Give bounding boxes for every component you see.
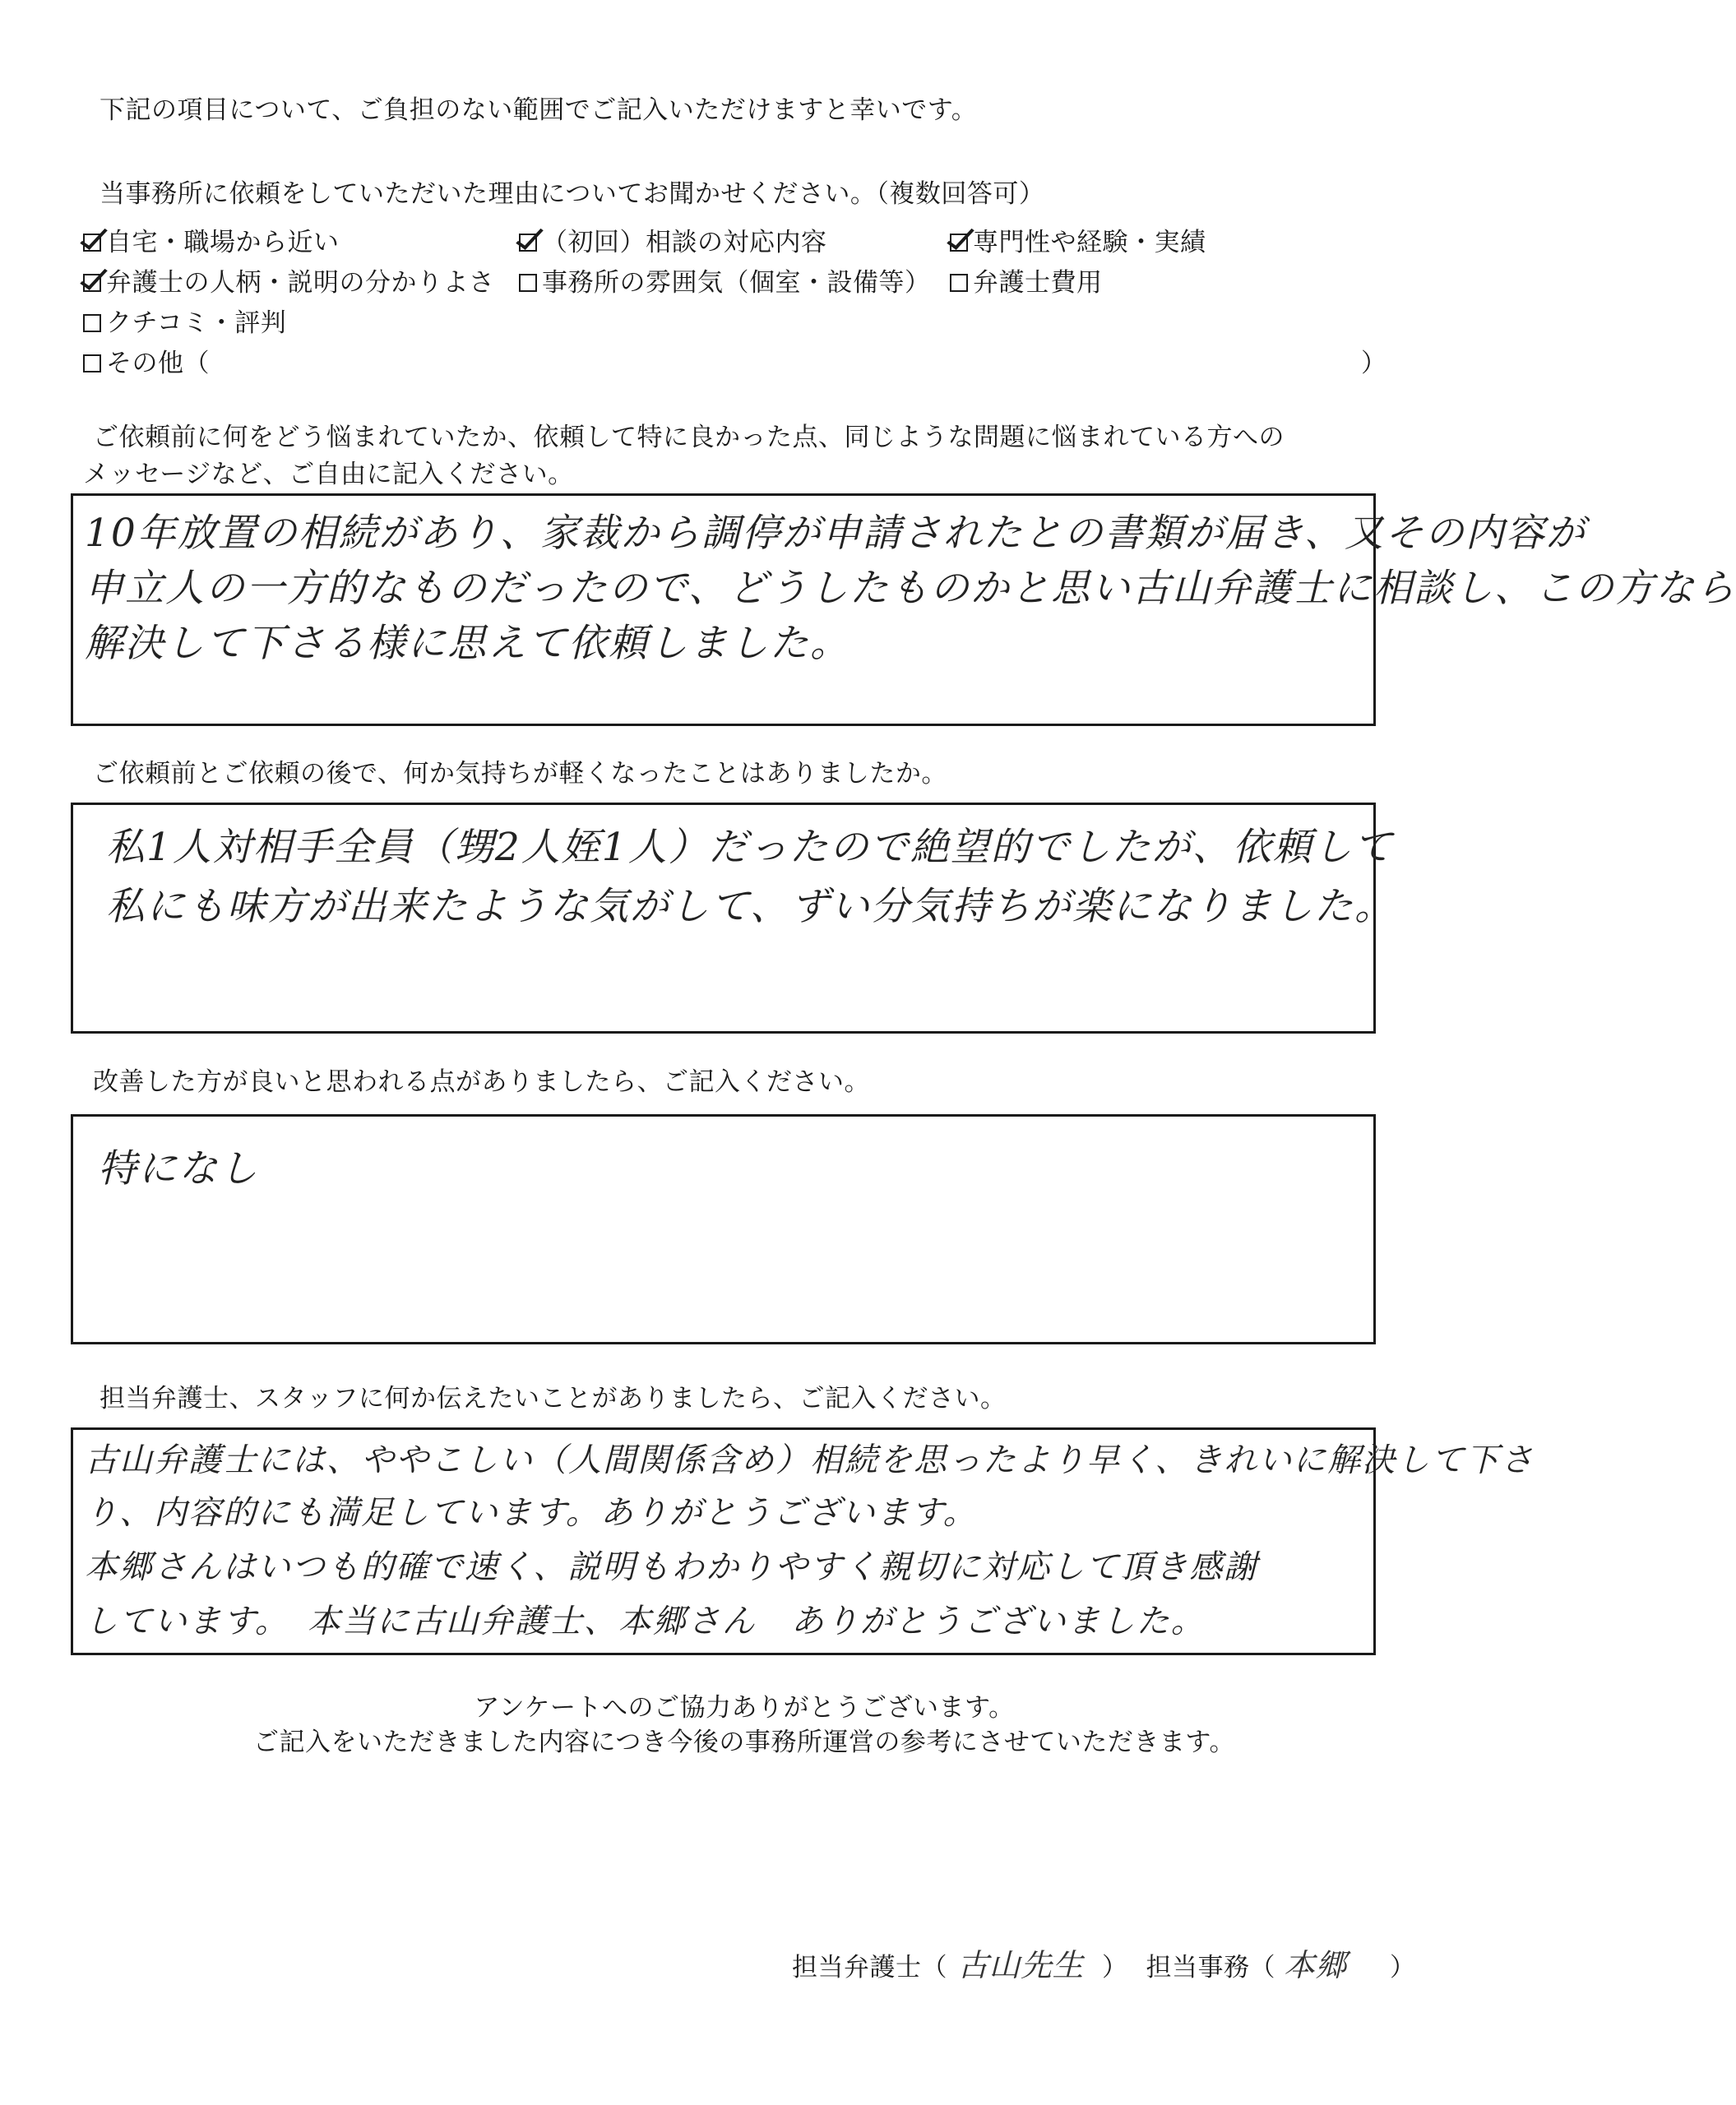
closing-line2: ご記入をいただきました内容につき今後の事務所運営の参考にさせていただきます。 [253, 1728, 1235, 1757]
footer-signatures [792, 1949, 1416, 1984]
checkbox-expertise[interactable] [950, 226, 1206, 259]
q5-title: 担当弁護士、スタッフに何か伝えたいことがありましたら、ご記入ください。 [100, 1384, 1007, 1413]
q4-title: 改善した方が良いと思われる点がありましたら、ご記入ください。 [93, 1067, 870, 1097]
checkbox-empty-icon [519, 274, 537, 292]
checkbox-empty-icon [950, 274, 968, 292]
q2-answer-line: 解決して下さる様に思えて依頼しました。 [85, 621, 850, 666]
checkbox-label: 事務所の雰囲気（個室・設備等） [542, 268, 931, 298]
checkbox-reviews[interactable] [83, 307, 286, 340]
intro-text: 下記の項目について、ご負担のない範囲でご記入いただけますと幸いです。 [100, 95, 978, 125]
checkbox-checked-icon [83, 234, 101, 252]
q5-answer-line: 古山弁護士には、ややこしい（人間関係含め）相続を思ったより早く、きれいに解決して下さ [85, 1441, 1535, 1479]
checkbox-atmosphere[interactable] [519, 266, 931, 299]
q4-answer-box[interactable] [71, 1114, 1376, 1344]
checkbox-checked-icon [83, 274, 101, 292]
q5-answer-line: り、内容的にも満足しています。ありがとうございます。 [85, 1494, 978, 1532]
q2-title-line1: ご依頼前に何をどう悩まれていたか、依頼して特に良かった点、同じような問題に悩まれている方への [93, 423, 1285, 452]
q4-answer-line: 特になし [98, 1146, 259, 1191]
q3-title: ご依頼前とご依頼の後で、何か気持ちが軽くなったことはありましたか。 [93, 759, 947, 789]
q1-title: 当事務所に依頼をしていただいた理由についてお聞かせください。（複数回答可） [100, 179, 1045, 209]
checkbox-other[interactable] [83, 347, 210, 380]
checkbox-label: 弁護士の人柄・説明の分かりよさ [106, 268, 495, 298]
closing-line1: アンケートへのご協力ありがとうございます。 [474, 1693, 1015, 1723]
checkbox-label: 自宅・職場から近い [106, 228, 340, 257]
checkbox-checked-icon [950, 234, 968, 252]
checkbox-fees[interactable] [950, 266, 1103, 299]
q5-answer-line: 本郷さんはいつも的確で速く、説明もわかりやすく親切に対応して頂き感謝 [85, 1548, 1259, 1586]
lawyer-name: 古山先生 [957, 1947, 1085, 1983]
checkbox-empty-icon [83, 354, 101, 372]
checkbox-consultation[interactable] [519, 226, 827, 259]
q5-answer-line: しています。 本当に古山弁護士、本郷さん ありがとうございました。 [85, 1603, 1206, 1640]
q2-answer-line: 申立人の一方的なものだったので、どうしたものかと思い古山弁護士に相談し、この方なら [85, 566, 1736, 611]
q3-answer-line: 私にも味方が出来たような気がして、ずい分気持ちが楽になりました。 [106, 884, 1396, 929]
q3-answer-line: 私1人対相手全員（甥2人姪1人）だったので絶望的でしたが、依頼して [106, 825, 1394, 870]
checkbox-label: 専門性や経験・実績 [973, 228, 1206, 257]
lawyer-close: ） [1102, 1953, 1128, 1982]
other-close-paren: ） [1361, 349, 1387, 378]
lawyer-label: 担当弁護士（ [792, 1953, 947, 1982]
staff-label: 担当事務（ [1146, 1953, 1276, 1982]
checkbox-label: （初回）相談の対応内容 [542, 228, 827, 257]
staff-close: ） [1390, 1953, 1416, 1982]
q3-answer-box[interactable] [71, 803, 1396, 1034]
checkbox-label: その他（ [106, 349, 210, 378]
checkbox-label: クチコミ・評判 [106, 308, 287, 338]
checkbox-checked-icon [519, 234, 537, 252]
q5-answer-box[interactable] [71, 1427, 1535, 1655]
q2-answer-line: 10年放置の相続があり、家裁から調停が申請されたとの書類が届き、又その内容が [85, 511, 1586, 556]
checkbox-label: 弁護士費用 [973, 268, 1103, 298]
q2-title-line2: メッセージなど、ご自由に記入ください。 [83, 460, 574, 489]
checkbox-nearby[interactable] [83, 226, 340, 259]
staff-name: 本郷 [1284, 1947, 1348, 1983]
checkbox-personality[interactable] [83, 266, 495, 299]
q2-answer-box[interactable] [71, 493, 1736, 726]
checkbox-empty-icon [83, 314, 101, 332]
